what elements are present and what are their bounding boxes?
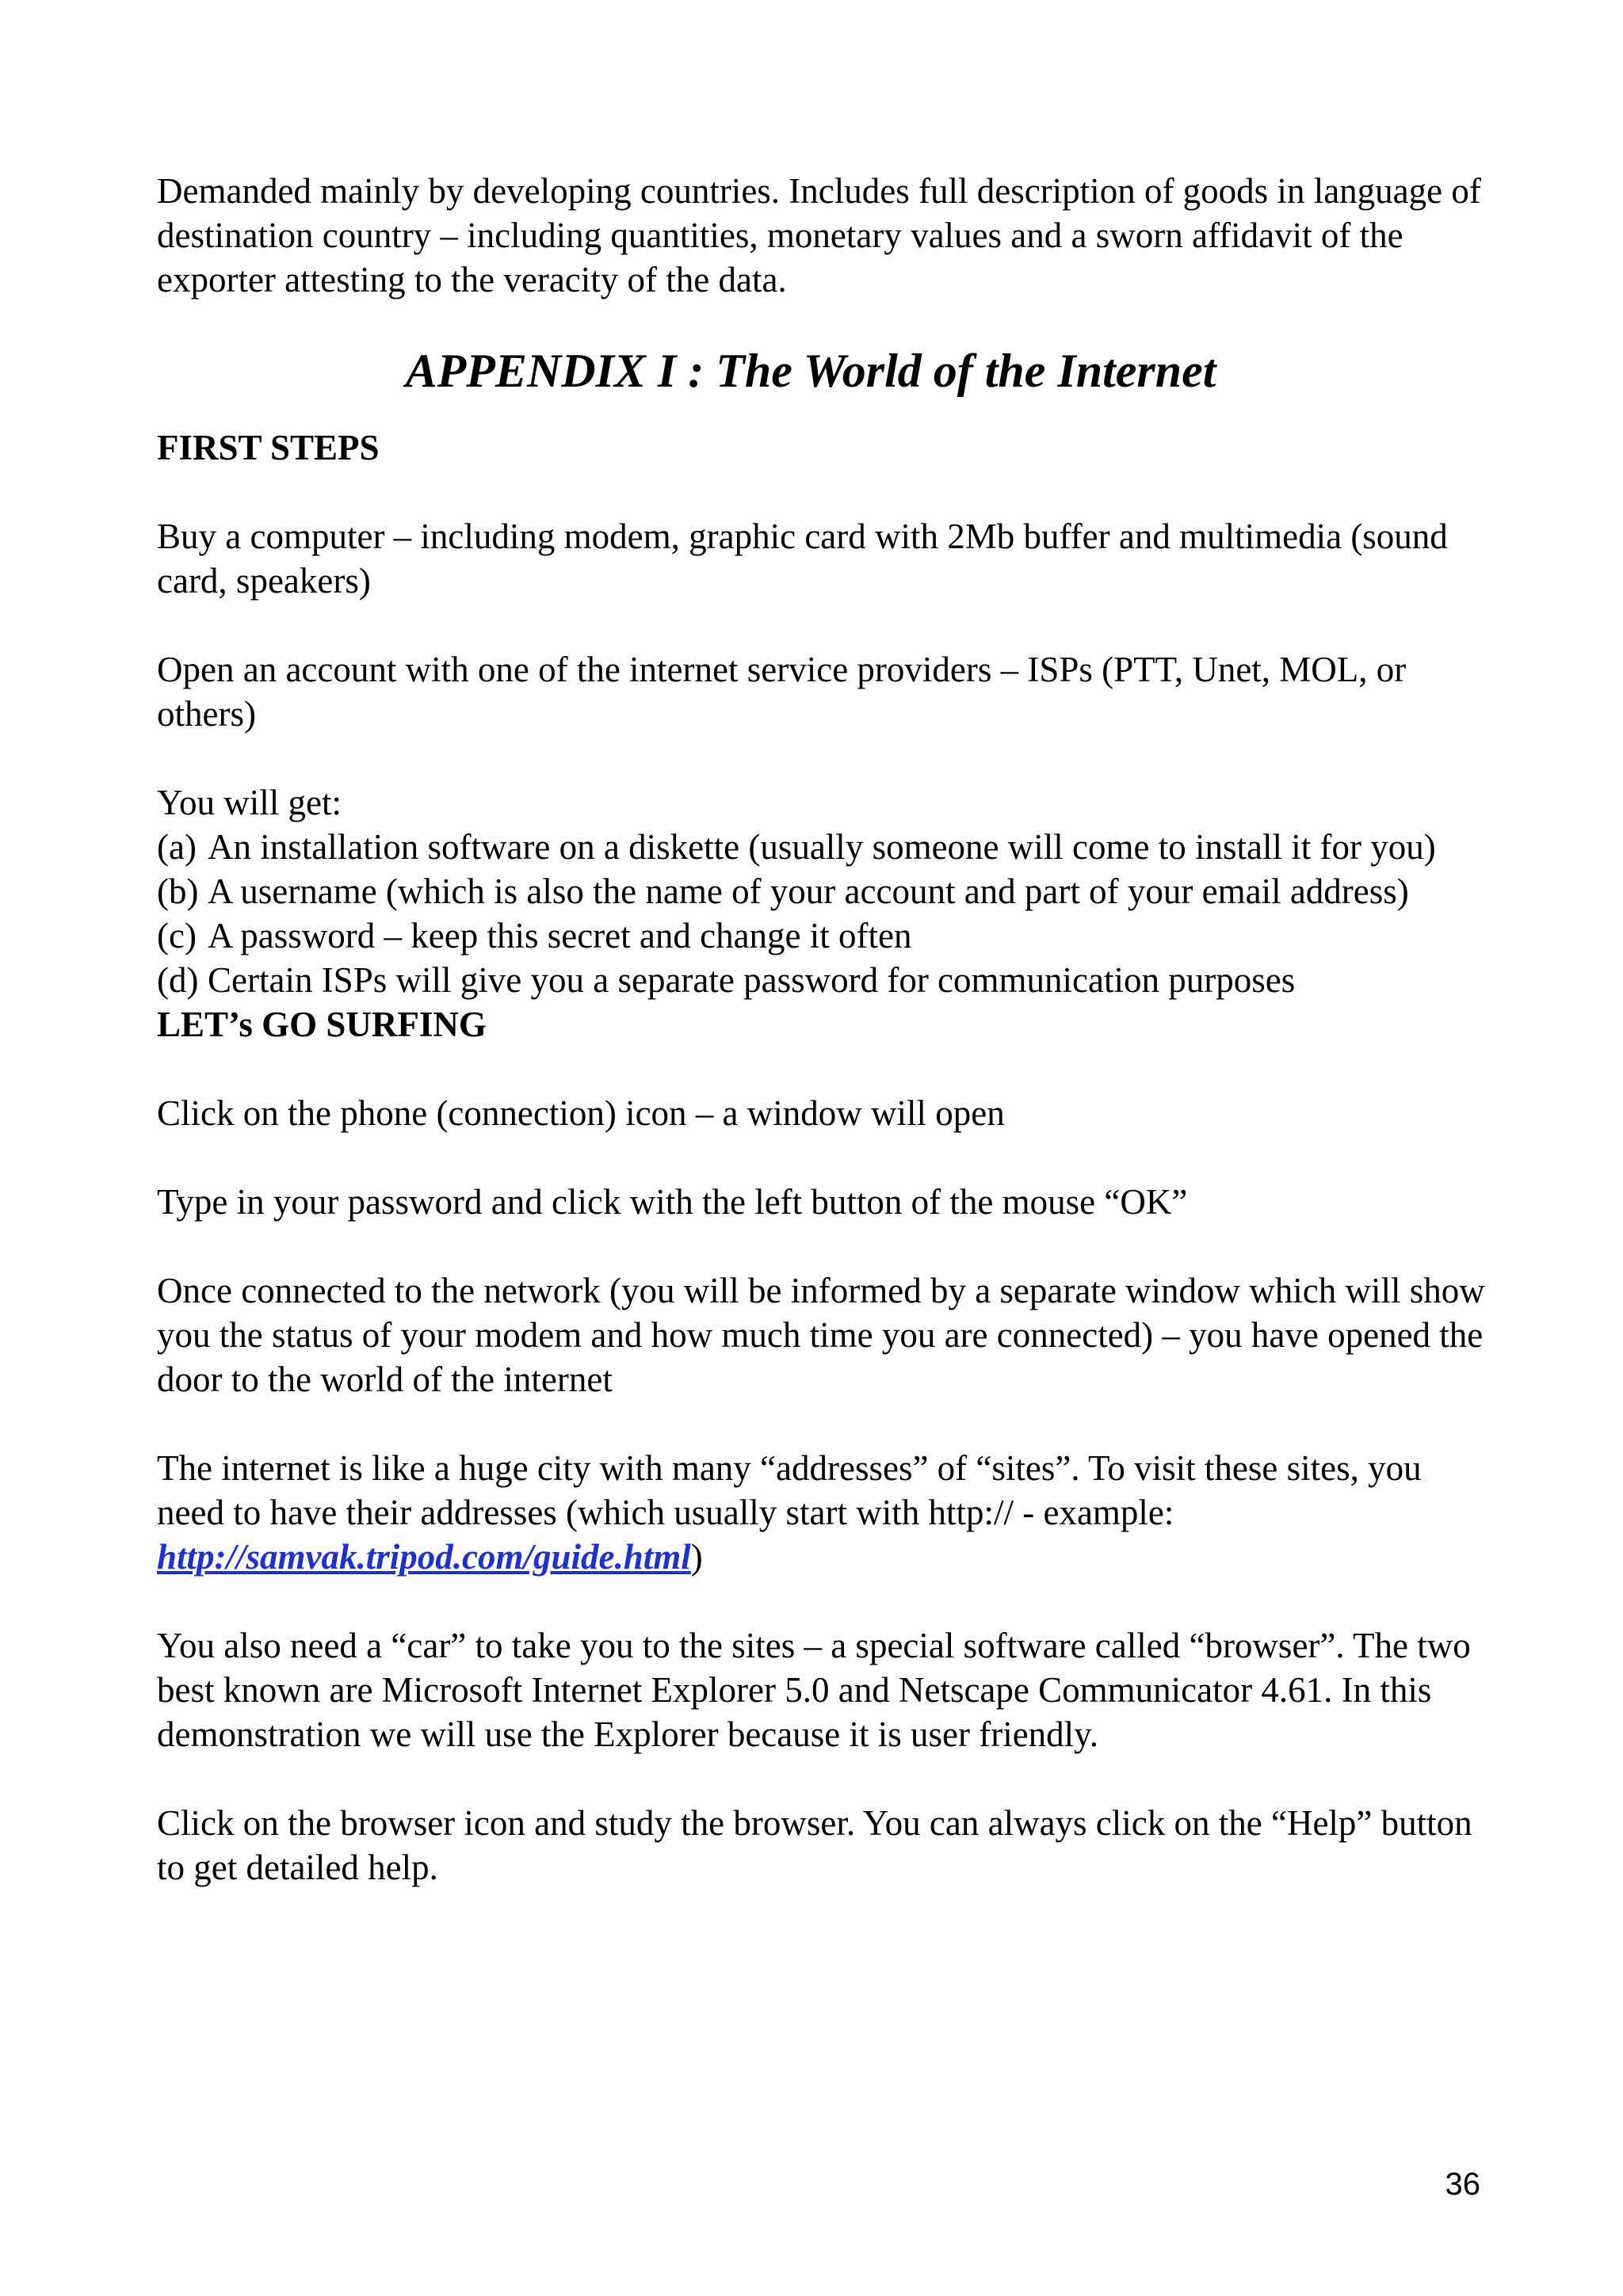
paragraph-open-account: Open an account with one of the internet service providers – ISPs (PTT, Unet, MOL, or others) bbox=[157, 650, 1407, 734]
list-item bbox=[157, 913, 1488, 958]
paragraph-browser-car: You also need a “car” to take you to the sites – a special software called “browser”. The two best known are Microsoft Internet Explorer 5.0 and Netscape Communicator 4.61. In this demonstration we will use the Explorer because it is user friendly. bbox=[157, 1626, 1471, 1754]
list-text: A password – keep this secret and change it often bbox=[208, 916, 912, 955]
paragraph-internet-city bbox=[157, 1446, 1488, 1579]
heading-lets-go-surfing: LET’s GO SURFING bbox=[157, 1005, 487, 1044]
paragraph-you-will-get: You will get: bbox=[157, 783, 342, 822]
list-item bbox=[157, 869, 1488, 913]
appendix-title: APPENDIX I : The World of the Internet bbox=[405, 345, 1216, 397]
list-text: An installation software on a diskette (usually someone will come to install it for you) bbox=[208, 827, 1436, 867]
list-item bbox=[157, 958, 1488, 1002]
list-marker: (b) bbox=[157, 871, 199, 911]
items-list bbox=[157, 825, 1488, 1002]
paragraph-buy-computer: Buy a computer – including modem, graphic card with 2Mb buffer and multimedia (sound card, speakers) bbox=[157, 517, 1448, 601]
intro-paragraph: Demanded mainly by developing countries. Includes full description of goods in language of destination country – including quantities, monetary values and a sworn affidavit of the exporter attesting to the veracity of the data. bbox=[157, 171, 1481, 299]
list-marker: (a) bbox=[157, 827, 197, 867]
paragraph-click-phone: Click on the phone (connection) icon – a window will open bbox=[157, 1093, 1005, 1133]
list-text: Certain ISPs will give you a separate password for communication purposes bbox=[208, 960, 1296, 1000]
paragraph-once-connected: Once connected to the network (you will be informed by a separate window which will show you the status of your modem and how much time you are connected) – you have opened the door to the world of the internet bbox=[157, 1271, 1485, 1399]
list-text: A username (which is also the name of your account and part of your email address) bbox=[208, 871, 1409, 911]
paragraph-type-password: Type in your password and click with the left button of the mouse “OK” bbox=[157, 1182, 1188, 1222]
list-item bbox=[157, 825, 1488, 869]
heading-first-steps: FIRST STEPS bbox=[157, 428, 380, 467]
list-marker: (d) bbox=[157, 960, 199, 1000]
page-number: 36 bbox=[1445, 2167, 1480, 2202]
document-page bbox=[157, 169, 1488, 1890]
paragraph-internet-city-close: ) bbox=[690, 1537, 703, 1577]
list-marker: (c) bbox=[157, 916, 197, 955]
guide-link[interactable]: http://samvak.tripod.com/guide.html bbox=[157, 1537, 691, 1577]
paragraph-browser-icon: Click on the browser icon and study the browser. You can always click on the “Help” button to get detailed help. bbox=[157, 1803, 1472, 1887]
paragraph-internet-city-text: The internet is like a huge city with many “addresses” of “sites”. To visit these sites, you need to have their addresses (which usually start with http:// - example: bbox=[157, 1448, 1422, 1532]
